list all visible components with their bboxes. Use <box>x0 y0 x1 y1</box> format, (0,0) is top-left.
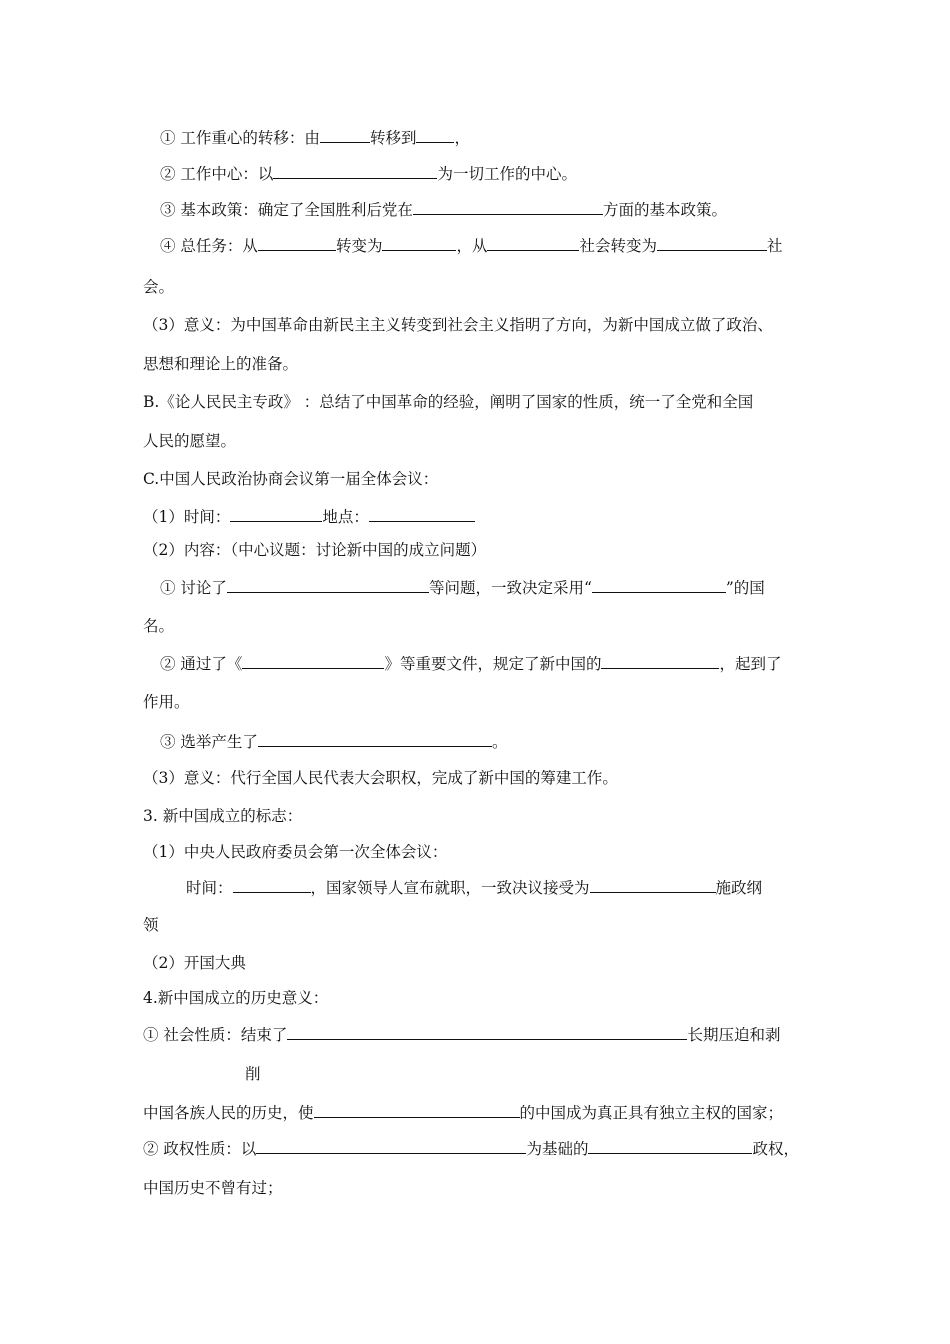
item-general-task: ④ 总任务：从 转变为 ，从 社会转变为 社 <box>160 237 783 255</box>
item-discussed: ① 讨论了 等问题，一致决定采用“ ”的国 <box>160 579 765 597</box>
fill-blank[interactable] <box>227 577 429 593</box>
section-c-heading: C.中国人民政治协商会议第一届全体会议： <box>143 470 439 488</box>
item-passed: ② 通过了《 》等重要文件，规定了新中国的 ，起到了 <box>160 655 782 673</box>
item-work-center: ② 工作中心：以 为一切工作的中心。 <box>160 165 577 183</box>
item-regime-nature-cont: 中国历史不曾有过； <box>143 1179 283 1197</box>
fill-blank[interactable] <box>588 1138 752 1154</box>
item-discussed-cont: 名。 <box>143 617 175 635</box>
fill-blank[interactable] <box>256 1138 526 1154</box>
fill-blank[interactable] <box>314 1102 520 1118</box>
fill-blank[interactable] <box>382 235 456 251</box>
fill-blank[interactable] <box>242 653 384 669</box>
section-b-cont: 人民的愿望。 <box>143 432 237 450</box>
item-social-nature-cont: 中国各族人民的历史，使 的中国成为真正具有独立主权的国家； <box>143 1104 784 1122</box>
fill-blank[interactable] <box>413 199 603 215</box>
fill-blank[interactable] <box>287 1024 687 1040</box>
section-3-heading: 3. 新中国成立的标志： <box>143 807 303 825</box>
item-elected: ③ 选举产生了 。 <box>160 733 508 751</box>
item-passed-cont: 作用。 <box>143 693 190 711</box>
fill-blank[interactable] <box>416 127 454 143</box>
item-regime-nature: ② 政权性质：以 为基础的 政权， <box>143 1140 799 1158</box>
fill-blank[interactable] <box>258 235 336 251</box>
significance-paragraph-cont: 思想和理论上的准备。 <box>143 355 299 373</box>
fill-blank[interactable] <box>590 877 716 893</box>
fill-blank[interactable] <box>233 877 311 893</box>
item-founding-ceremony: （2）开国大典 <box>143 954 246 972</box>
fill-blank[interactable] <box>601 653 719 669</box>
item-first-session: （1）中央人民政府委员会第一次全体会议： <box>143 843 448 861</box>
fill-blank[interactable] <box>320 127 370 143</box>
fill-blank[interactable] <box>258 731 492 747</box>
fill-blank[interactable] <box>273 163 437 179</box>
significance-paragraph: （3）意义：为中国革命由新民主主义转变到社会主义指明了方向，为新中国成立做了政治、 <box>143 316 773 334</box>
item-social-nature: ① 社会性质：结束了 长期压迫和剥 <box>143 1026 781 1044</box>
fill-blank[interactable] <box>487 235 579 251</box>
item-first-session-time: 时间： ，国家领导人宣布就职，一致决议接受为 施政纲 <box>186 879 763 897</box>
section-4-heading: 4.新中国成立的历史意义： <box>143 989 329 1007</box>
fill-blank[interactable] <box>657 235 767 251</box>
section-b-heading: B.《论人民民主专政》 ：总结了中国革命的经验，阐明了国家的性质，统一了全党和全国 <box>143 393 754 411</box>
fill-blank[interactable] <box>592 577 726 593</box>
item-c-significance: （3）意义：代行全国人民代表大会职权，完成了新中国的筹建工作。 <box>143 769 618 787</box>
item-basic-policy: ③ 基本政策：确定了全国胜利后党在 方面的基本政策。 <box>160 201 727 219</box>
fill-blank[interactable] <box>369 506 475 522</box>
fill-blank[interactable] <box>230 506 322 522</box>
item-general-task-cont: 会。 <box>143 278 175 296</box>
item-first-session-cont: 领 <box>143 916 159 934</box>
item-work-focus-shift: ① 工作重心的转移：由 转移到 ， <box>160 129 470 147</box>
item-time-place: （1）时间： 地点： <box>143 506 475 527</box>
item-social-nature-wrap: 削 <box>245 1065 261 1083</box>
item-content: （2）内容：（中心议题：讨论新中国的成立问题） <box>143 541 487 559</box>
